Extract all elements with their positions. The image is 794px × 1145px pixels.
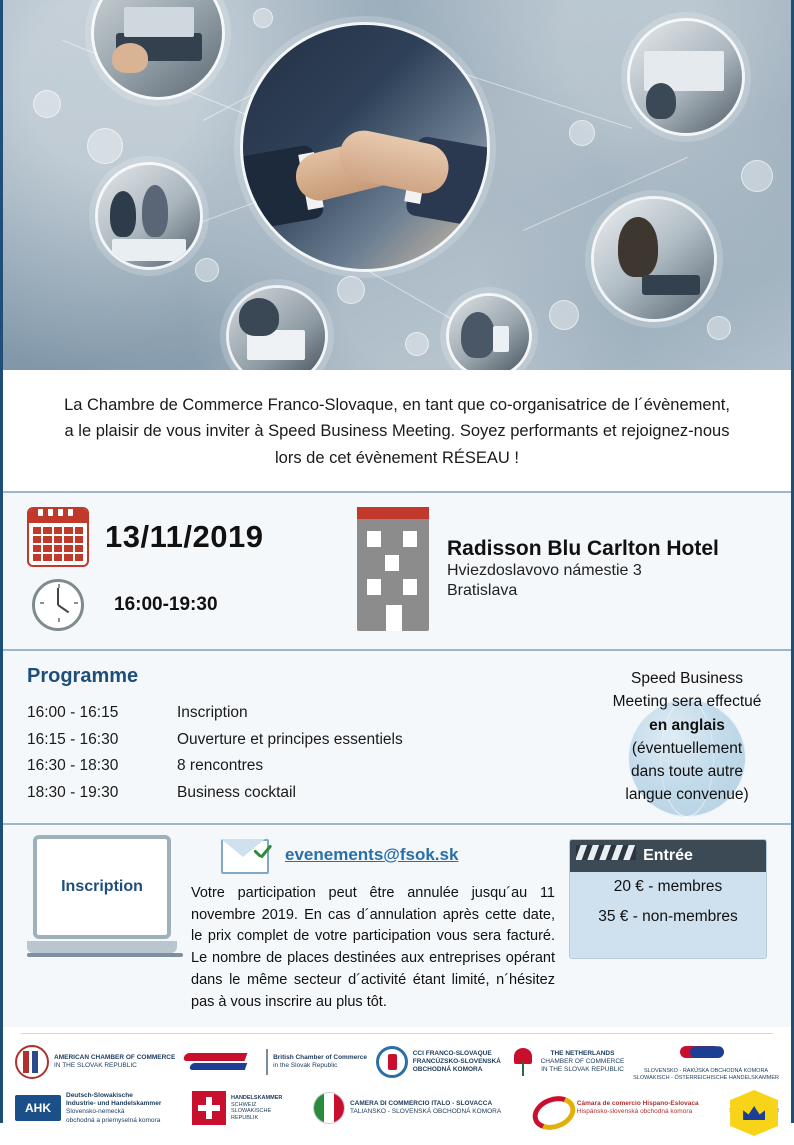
clock-icon [32, 579, 84, 631]
logo-text: CCI FRANCO-SLOVAQUE [412, 1049, 492, 1057]
logo-text: REPUBLIK [231, 1115, 259, 1122]
programme-row [27, 780, 607, 807]
building-icon [357, 507, 429, 631]
price-non-members: 35 € - non-membres [598, 907, 738, 925]
photo-office-desk [627, 18, 745, 136]
language-note-line-1: Speed Business [630, 670, 744, 688]
registration-laptop-graphic [27, 835, 177, 957]
venue-text [447, 537, 719, 601]
photo-handshake [240, 22, 490, 272]
laptop-foot [27, 953, 183, 957]
programme-row [27, 700, 607, 727]
cci-franco-slovaque-icon [376, 1046, 408, 1078]
logo-text: SLOWAKISCH - ÖSTERREICHISCHE HANDELSKAMMER [633, 1075, 779, 1082]
language-note-line-4: dans toute autre [630, 763, 744, 781]
italian-chamber-icon [313, 1092, 345, 1124]
language-note-line-5: langue convenue) [625, 786, 749, 804]
programme-time: 16:30 - 18:30 [27, 757, 119, 775]
partner-logos [3, 1034, 791, 1145]
logo-row-1 [15, 1042, 779, 1082]
network-dot [707, 316, 731, 340]
programme-list [27, 665, 607, 807]
venue-city: Bratislava [447, 582, 518, 600]
programme-time: 16:15 - 16:30 [27, 730, 119, 748]
programme-section [3, 651, 791, 823]
logo-austrian-chamber [633, 1042, 779, 1082]
price-card-header [570, 840, 766, 872]
photo-laptop-hands [91, 0, 225, 100]
price-members: 20 € - membres [613, 877, 723, 895]
photo-tablet-user [226, 285, 328, 370]
programme-label: Business cocktail [177, 784, 296, 802]
ahk-icon: AHK [15, 1095, 61, 1121]
austrian-chamber-icon [680, 1042, 732, 1066]
intro-line-3: lors de cet évènement RÉSEAU ! [275, 448, 519, 467]
network-dot [33, 90, 61, 118]
intro-paragraph [3, 370, 791, 491]
price-card-title: Entrée [643, 846, 693, 864]
british-chamber-icon [184, 1049, 268, 1075]
logo-text: CAMERA DI COMMERCIO ITALO - SLOVACCA [349, 1100, 493, 1108]
laptop-screen-label: Inscription [61, 877, 143, 895]
logo-row-2 [15, 1090, 779, 1127]
logo-ahk-german-slovak [15, 1092, 161, 1125]
hero-image [3, 0, 791, 370]
logo-swedish-chamber [729, 1090, 779, 1127]
logo-text: IN THE SLOVAK REPUBLIC [541, 1066, 624, 1074]
language-note [607, 665, 767, 807]
logo-text: THE NETHERLANDS [550, 1049, 615, 1057]
logo-text: Hispánsko-slovenská obchodná komora [576, 1108, 693, 1116]
logo-text: Industrie- und Handelskammer [66, 1100, 162, 1108]
language-note-line-2: Meeting sera effectué [612, 693, 762, 711]
programme-label: 8 rencontres [177, 757, 264, 775]
logo-text: CHAMBER OF COMMERCE [540, 1058, 625, 1066]
cancellation-policy-text: Votre participation peut être annulée jusqu´au 11 novembre 2019. En cas d´annulation après cette date, le prix complet de votre participation vous sera facturé. Le nombre de places destinées aux entreprises opérant dans le même secteur d´activité étant limité, n´hésitez pas à vous inscrire au plus tôt. [191, 884, 555, 1010]
logo-italian-chamber [313, 1092, 501, 1124]
calendar-icon [27, 507, 89, 567]
network-dot [405, 332, 429, 356]
logo-netherlands-chamber [510, 1048, 625, 1076]
logo-text: HANDELSKAMMER [231, 1094, 283, 1101]
language-note-line-3: (éventuellement [631, 739, 743, 757]
envelope-check-icon [221, 835, 273, 875]
logo-text: Slovensko-nemecká [66, 1108, 125, 1116]
photo-phone-user [446, 293, 532, 370]
swedish-chamber-icon [730, 1090, 778, 1136]
event-date: 13/11/2019 [105, 519, 264, 555]
clapper-icon [576, 845, 636, 860]
spanish-chamber-icon [532, 1093, 572, 1123]
date-time-block [27, 507, 357, 631]
registration-section [3, 825, 791, 1028]
logo-text: IN THE SLOVAK REPUBLIC [54, 1062, 137, 1070]
price-card [569, 839, 767, 959]
intro-line-1: La Chambre de Commerce Franco-Slovaque, en tant que co-organisatrice de l´évènement, [64, 396, 730, 414]
registration-email-link[interactable]: evenements@fsok.sk [285, 844, 459, 864]
logo-text: SCHWEIZ [231, 1101, 257, 1108]
logo-text: SLOVENSKO - RAKÚSKA OBCHODNÁ KOMORA [644, 1068, 769, 1075]
logo-text: obchodná a priemyselná komora [66, 1116, 161, 1124]
logo-amcham [15, 1045, 175, 1079]
programme-title: Programme [27, 665, 139, 688]
logo-text: SLOWAKISCHE [231, 1108, 272, 1115]
email-row [221, 835, 555, 875]
amcham-icon [15, 1045, 49, 1079]
logo-text: TALIANSKO - SLOVENSKÁ OBCHODNÁ KOMORA [349, 1108, 502, 1116]
event-time: 16:00-19:30 [114, 594, 218, 616]
venue-street: Hviezdoslavovo námestie 3 [447, 562, 642, 580]
logo-text: Deutsch-Slowakische [66, 1092, 133, 1100]
intro-line-2: a le plaisir de vous inviter à Speed Business Meeting. Soyez performants et rejoignez-nous [64, 422, 730, 441]
programme-row [27, 753, 607, 780]
swiss-chamber-icon [192, 1091, 226, 1125]
logo-text: AMERICAN CHAMBER OF COMMERCE [54, 1054, 176, 1062]
logo-text: FRANCÚZSKO-SLOVENSKÁ [412, 1058, 501, 1066]
logo-text: British Chamber of Commerce [273, 1054, 367, 1062]
netherlands-chamber-icon [510, 1048, 536, 1076]
programme-time: 18:30 - 19:30 [27, 784, 119, 802]
logo-british-chamber [184, 1049, 367, 1075]
logo-swiss-chamber [192, 1091, 282, 1125]
logo-text: Cámara de comercio Hispano-Eslovaca [576, 1100, 699, 1108]
event-info-band [3, 493, 791, 649]
network-dot [549, 300, 579, 330]
language-note-bold: en anglais [649, 716, 725, 734]
laptop-base [27, 941, 177, 953]
programme-time: 16:00 - 16:15 [27, 704, 119, 722]
photo-team-meeting [95, 162, 203, 270]
network-dot [569, 120, 595, 146]
programme-label: Ouverture et principes essentiels [177, 730, 403, 748]
programme-label: Inscription [177, 704, 248, 722]
network-dot [87, 128, 123, 164]
venue-block [357, 507, 719, 631]
logo-text: OBCHODNÁ KOMORA [412, 1066, 483, 1074]
programme-row [27, 727, 607, 754]
registration-details [191, 835, 555, 1014]
network-dot [337, 276, 365, 304]
logo-spanish-chamber [532, 1093, 699, 1123]
date-row [27, 507, 357, 567]
logo-cci-franco-slovaque [376, 1046, 501, 1078]
time-row [27, 579, 357, 631]
logo-text: in the Slovak Republic [273, 1062, 338, 1070]
laptop-screen [33, 835, 171, 939]
network-dot [741, 160, 773, 192]
venue-name: Radisson Blu Carlton Hotel [447, 537, 719, 561]
photo-woman-laptop [591, 196, 717, 322]
